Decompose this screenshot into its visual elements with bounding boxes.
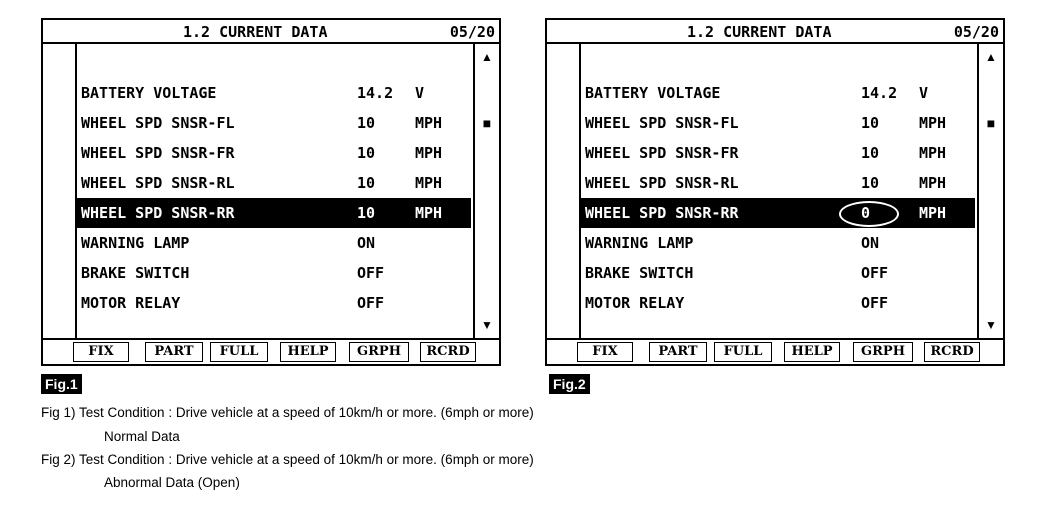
row-value: 10 xyxy=(861,174,880,192)
row-label: WHEEL SPD SNSR-RR xyxy=(81,204,235,222)
scroll-thumb-icon[interactable]: ■ xyxy=(482,115,492,131)
data-row-wheel-spd-rl[interactable] xyxy=(77,168,471,198)
row-value: ON xyxy=(357,234,376,252)
row-label: BATTERY VOLTAGE xyxy=(585,84,721,102)
row-label: WHEEL SPD SNSR-FL xyxy=(585,114,739,132)
row-value: 14.2 xyxy=(861,84,898,102)
scroll-down-arrow-icon[interactable]: ▼ xyxy=(481,318,493,332)
data-row-motor-relay[interactable] xyxy=(581,288,975,318)
fig2-result-caption: Abnormal Data (Open) xyxy=(104,475,240,490)
data-row-battery-voltage[interactable] xyxy=(77,78,471,108)
row-label: WARNING LAMP xyxy=(81,234,190,252)
row-unit: V xyxy=(415,84,425,102)
function-key-bar xyxy=(547,338,1003,364)
data-row-battery-voltage[interactable] xyxy=(581,78,975,108)
row-label: BATTERY VOLTAGE xyxy=(81,84,217,102)
title-bar xyxy=(43,20,499,44)
row-label: BRAKE SWITCH xyxy=(585,264,694,282)
row-unit: MPH xyxy=(919,174,947,192)
data-row-wheel-spd-fl[interactable] xyxy=(581,108,975,138)
row-value: 10 xyxy=(357,114,376,132)
scrollbar[interactable] xyxy=(473,44,499,338)
grph-button[interactable]: GRPH xyxy=(853,342,913,362)
row-value: OFF xyxy=(861,264,889,282)
data-row-wheel-spd-fl[interactable] xyxy=(77,108,471,138)
page-indicator: 05/20 xyxy=(449,23,495,41)
data-row-wheel-spd-fr[interactable] xyxy=(581,138,975,168)
screen-title: 1.2 CURRENT DATA xyxy=(687,23,832,41)
figure-2-label: Fig.2 xyxy=(549,374,590,394)
part-button[interactable]: PART xyxy=(649,342,707,362)
row-value: OFF xyxy=(357,294,385,312)
data-row-brake-switch[interactable] xyxy=(77,258,471,288)
row-value: 14.2 xyxy=(357,84,394,102)
fix-button[interactable]: FIX xyxy=(577,342,633,362)
scrollbar[interactable] xyxy=(977,44,1003,338)
row-label: WHEEL SPD SNSR-FL xyxy=(81,114,235,132)
row-label: WHEEL SPD SNSR-RR xyxy=(585,204,739,222)
row-label: MOTOR RELAY xyxy=(585,294,685,312)
scroll-thumb-icon[interactable]: ■ xyxy=(986,115,996,131)
row-unit: V xyxy=(919,84,929,102)
current-data-list xyxy=(77,78,471,318)
help-button[interactable]: HELP xyxy=(280,342,336,362)
rcrd-button[interactable]: RCRD xyxy=(924,342,980,362)
fix-button[interactable]: FIX xyxy=(73,342,129,362)
scan-tool-screen-fig2 xyxy=(545,18,1005,366)
fig1-condition-caption: Fig 1) Test Condition : Drive vehicle at a speed of 10km/h or more. (6mph or more) xyxy=(41,405,534,420)
screen-title: 1.2 CURRENT DATA xyxy=(183,23,328,41)
row-value: 10 xyxy=(357,144,376,162)
row-unit: MPH xyxy=(415,204,443,222)
scroll-down-arrow-icon[interactable]: ▼ xyxy=(985,318,997,332)
row-label: MOTOR RELAY xyxy=(81,294,181,312)
row-value: 10 xyxy=(357,204,376,222)
part-button[interactable]: PART xyxy=(145,342,203,362)
data-row-wheel-spd-rr-selected[interactable] xyxy=(77,198,471,228)
data-row-wheel-spd-fr[interactable] xyxy=(77,138,471,168)
full-button[interactable]: FULL xyxy=(210,342,268,362)
abnormal-value-circle: 0 xyxy=(861,198,870,228)
row-unit: MPH xyxy=(415,144,443,162)
row-unit: MPH xyxy=(919,204,947,222)
row-value: 10 xyxy=(861,114,880,132)
row-label: BRAKE SWITCH xyxy=(81,264,190,282)
fig2-condition-caption: Fig 2) Test Condition : Drive vehicle at a speed of 10km/h or more. (6mph or more) xyxy=(41,452,534,467)
row-label: WHEEL SPD SNSR-FR xyxy=(585,144,739,162)
scan-tool-screen-fig1 xyxy=(41,18,501,366)
data-row-warning-lamp[interactable] xyxy=(581,228,975,258)
row-unit: MPH xyxy=(919,114,947,132)
row-unit: MPH xyxy=(415,114,443,132)
row-label: WARNING LAMP xyxy=(585,234,694,252)
row-value: ON xyxy=(861,234,880,252)
row-label: WHEEL SPD SNSR-RL xyxy=(585,174,739,192)
row-value: OFF xyxy=(357,264,385,282)
row-label: WHEEL SPD SNSR-FR xyxy=(81,144,235,162)
full-button[interactable]: FULL xyxy=(714,342,772,362)
grph-button[interactable]: GRPH xyxy=(349,342,409,362)
fig1-result-caption: Normal Data xyxy=(104,429,180,444)
row-unit: MPH xyxy=(919,144,947,162)
row-value: 10 xyxy=(357,174,376,192)
function-key-bar xyxy=(43,338,499,364)
page-indicator: 05/20 xyxy=(953,23,999,41)
row-label: WHEEL SPD SNSR-RL xyxy=(81,174,235,192)
row-value: 10 xyxy=(861,144,880,162)
data-row-motor-relay[interactable] xyxy=(77,288,471,318)
rcrd-button[interactable]: RCRD xyxy=(420,342,476,362)
scroll-up-arrow-icon[interactable]: ▲ xyxy=(985,50,997,64)
row-value-circled xyxy=(861,198,870,228)
data-row-brake-switch[interactable] xyxy=(581,258,975,288)
data-row-warning-lamp[interactable] xyxy=(77,228,471,258)
title-bar xyxy=(547,20,1003,44)
scroll-up-arrow-icon[interactable]: ▲ xyxy=(481,50,493,64)
current-data-list xyxy=(581,78,975,318)
row-unit: MPH xyxy=(415,174,443,192)
data-row-wheel-spd-rl[interactable] xyxy=(581,168,975,198)
figure-1-label: Fig.1 xyxy=(41,374,82,394)
row-value: OFF xyxy=(861,294,889,312)
data-row-wheel-spd-rr-selected[interactable] xyxy=(581,198,975,228)
help-button[interactable]: HELP xyxy=(784,342,840,362)
